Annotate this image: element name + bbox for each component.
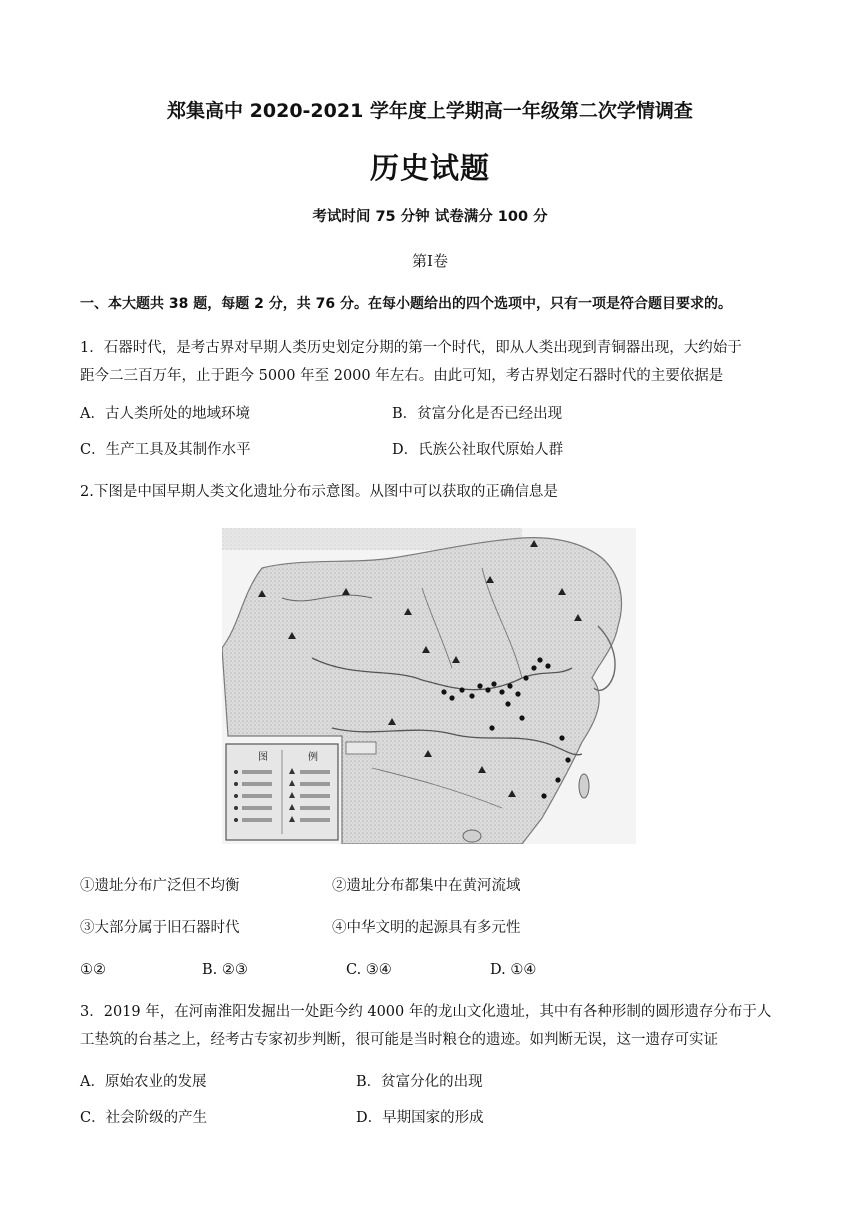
volume-label: 第Ⅰ卷 — [412, 252, 448, 270]
q3-option-b: B．贫富分化的出现 — [356, 1074, 483, 1090]
q2-statement-1: ①遗址分布广泛但不均衡 — [80, 878, 240, 894]
q1-option-d: D．氏族公社取代原始人群 — [392, 442, 564, 458]
q2-option-c: C. ③④ — [346, 962, 392, 978]
q3-option-c: C．社会阶级的产生 — [80, 1110, 208, 1126]
q1-option-b: B．贫富分化是否已经出现 — [392, 406, 563, 422]
subject-title: 历史试题 — [369, 151, 490, 185]
q2-statement-3: ③大部分属于旧石器时代 — [80, 920, 240, 936]
q2-stem-line-1: 2.下图是中国早期人类文化遗址分布示意图。从图中可以获取的正确信息是 — [80, 484, 558, 500]
early-sites-map — [222, 528, 636, 844]
q1-stem-line-2: 距今二三百万年，止于距今 5000 年至 2000 年左右。由此可知，考古界划定石器时代的主要依据是 — [80, 368, 724, 384]
q1-stem-line-1: 1．石器时代，是考古界对早期人类历史划定分期的第一个时代，即从人类出现到青铜器出现，大约始于 — [80, 340, 742, 356]
map-legend-title-right: 例 — [308, 752, 318, 763]
q1-option-c: C．生产工具及其制作水平 — [80, 442, 251, 458]
q3-stem-line-2: 工垫筑的台基之上，经考古专家初步判断，很可能是当时粮仓的遗迹。如判断无误，这一遗存可实证 — [80, 1032, 718, 1048]
q2-option-b: B. ②③ — [202, 962, 248, 978]
section-instruction: 一、本大题共 38 题，每题 2 分，共 76 分。在每小题给出的四个选项中，只有一项是符合题目要求的。 — [80, 296, 732, 312]
exam-info: 考试时间 75 分钟 试卷满分 100 分 — [312, 209, 548, 225]
q3-option-d: D．早期国家的形成 — [356, 1110, 484, 1126]
q3-option-a: A．原始农业的发展 — [80, 1074, 207, 1090]
q2-statement-2: ②遗址分布都集中在黄河流域 — [332, 878, 521, 894]
map-legend-title-left: 图 — [258, 752, 268, 763]
q1-option-a: A．古人类所处的地域环境 — [80, 406, 250, 422]
school-title: 郑集高中 2020-2021 学年度上学期高一年级第二次学情调查 — [167, 100, 693, 122]
q2-option-a: ①② — [80, 962, 106, 978]
q2-option-d: D. ①④ — [490, 962, 537, 978]
q3-stem-line-1: 3．2019 年，在河南淮阳发掘出一处距今约 4000 年的龙山文化遗址，其中有各种形制的圆形遗存分布于人 — [80, 1004, 772, 1020]
q2-statement-4: ④中华文明的起源具有多元性 — [332, 920, 521, 936]
